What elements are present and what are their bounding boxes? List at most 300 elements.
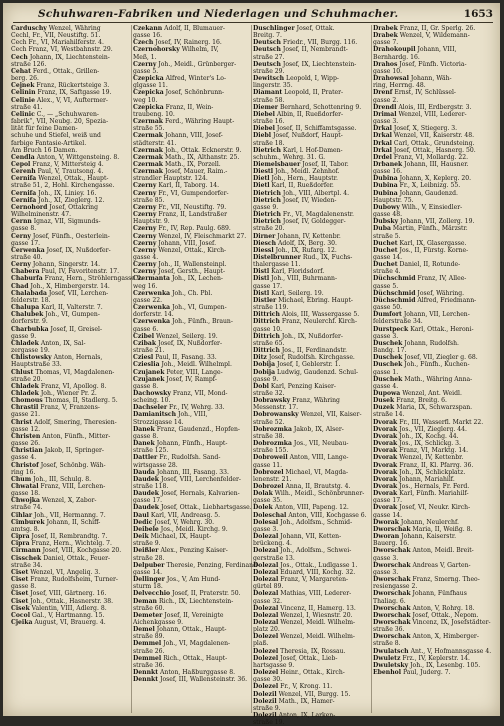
entry-details: Fr., VI, Gumpendorfer- xyxy=(158,189,229,197)
entry-details: gasse 48. xyxy=(373,211,403,219)
entry-surname: Dolezel xyxy=(253,683,279,691)
entry-details: gasse 50. xyxy=(373,304,403,312)
directory-entry-continuation xyxy=(11,211,131,218)
entry-surname: Dachowsky xyxy=(133,389,171,397)
directory-entry xyxy=(133,89,251,96)
entry-surname: Christen xyxy=(11,432,41,440)
entry-details: ring 16. xyxy=(11,468,36,476)
directory-entry xyxy=(253,454,371,461)
directory-entry-continuation xyxy=(11,454,131,461)
entry-details: gasse 3. xyxy=(373,332,399,340)
entry-details: Johann, Mariahilf. xyxy=(399,475,455,483)
entry-surname: Czernohorsky xyxy=(133,46,180,54)
entry-surname: Cziesl xyxy=(133,354,154,362)
directory-entry xyxy=(133,369,251,376)
entry-details: Johann, Wäh- xyxy=(410,75,452,83)
directory-entry xyxy=(373,462,495,469)
directory-entry xyxy=(373,132,495,139)
entry-surname: Dolezal xyxy=(253,576,279,584)
entry-details: Karl, l. Hof-Damen- xyxy=(282,146,343,154)
directory-entry xyxy=(373,326,495,333)
entry-details: Josef, II, Greisel- xyxy=(50,325,103,333)
directory-entry-continuation xyxy=(11,297,131,304)
directory-entry xyxy=(11,354,131,361)
header-rule xyxy=(13,22,493,23)
entry-details: Anton, Meidl. Breit- xyxy=(412,547,474,555)
entry-details: Anton, VIII, Papeng. 12. xyxy=(274,504,349,512)
entry-surname: Duchet xyxy=(373,246,398,254)
entry-surname: Dwuletz xyxy=(373,654,401,662)
entry-surname: Danek xyxy=(133,440,155,448)
entry-details: gerstraße 13. xyxy=(253,554,295,562)
directory-entry xyxy=(133,168,251,175)
entry-details: Joh., IX, Lechen- xyxy=(171,275,223,283)
entry-surname: Cejnek xyxy=(11,82,35,90)
directory-entry-continuation xyxy=(133,197,251,204)
entry-details: Anna, II, Brautstg. 4. xyxy=(285,483,351,490)
directory-entry xyxy=(11,576,131,583)
directory-entry-continuation xyxy=(253,118,371,125)
entry-surname: Daudek xyxy=(133,475,160,483)
entry-details: straße 41. xyxy=(11,103,43,111)
directory-entry xyxy=(11,462,131,469)
entry-details: Vincenz, II, Hamerg. 13. xyxy=(280,604,356,612)
entry-surname: Dietl xyxy=(253,175,270,183)
directory-entry-continuation xyxy=(11,118,131,125)
entry-details: Johann, VIII, Josef- xyxy=(164,132,223,140)
directory-entry-continuation xyxy=(11,490,131,497)
directory-entry-continuation xyxy=(373,555,495,562)
directory-entry xyxy=(133,46,251,53)
directory-entry-continuation xyxy=(253,204,371,211)
entry-details: Ferd., Ottak., Grillen- xyxy=(32,67,100,75)
entry-details: Wilhelminenstr. 47. xyxy=(11,211,72,219)
directory-entry xyxy=(133,104,251,111)
entry-details: Josef, VIII, Gärtnerg. 16. xyxy=(30,590,107,598)
entry-details: Franz, V, Mittersteig 4. xyxy=(32,160,104,168)
entry-details: straße 119. xyxy=(253,304,289,312)
directory-entry xyxy=(133,61,251,68)
entry-details: straße 5. xyxy=(373,232,401,240)
entry-details: straße 52. xyxy=(253,418,285,426)
entry-details: Johann, VIII, Josef. xyxy=(158,239,217,247)
entry-surname: Cerwenka xyxy=(11,246,45,254)
entry-details: gasse 35. xyxy=(253,497,283,505)
entry-details: Franz, II, Landstraßer xyxy=(158,211,228,219)
directory-entry-continuation xyxy=(11,411,131,418)
entry-details: gasse 17. xyxy=(253,282,283,290)
directory-entry-continuation xyxy=(133,462,251,469)
entry-surname: Dolezal xyxy=(253,547,279,555)
directory-entry xyxy=(11,497,131,504)
directory-entry xyxy=(253,268,371,275)
entry-surname: Czermak xyxy=(133,118,164,126)
directory-entry xyxy=(373,297,495,304)
entry-details: Karl, II, Taborg. 14. xyxy=(158,182,220,190)
entry-details: Jos., II, Fürstg. Korne- xyxy=(399,246,469,254)
directory-entry xyxy=(253,683,371,690)
entry-details: Joh., IX, Schlickplatz. xyxy=(399,468,466,476)
entry-surname: Czermak xyxy=(133,132,164,140)
entry-details: straße 125. xyxy=(133,447,169,455)
directory-entry xyxy=(253,469,371,476)
entry-details: Johann, Fünfhaus xyxy=(412,590,467,598)
entry-details: Jakob, IX, Alser- xyxy=(293,425,344,433)
entry-surname: Czerwenka xyxy=(133,304,171,312)
directory-entry-continuation xyxy=(133,605,251,612)
entry-surname: Czepicka xyxy=(133,103,164,111)
directory-entry-continuation xyxy=(373,318,495,325)
directory-entry xyxy=(11,290,131,297)
directory-entry xyxy=(373,404,495,411)
directory-entry xyxy=(373,476,495,483)
entry-details: Joh., Wiener Pr. 2. xyxy=(40,389,97,397)
directory-entry-continuation xyxy=(253,433,371,440)
directory-entry xyxy=(253,397,371,404)
entry-surname: Christian xyxy=(11,447,43,455)
directory-entry xyxy=(133,132,251,139)
directory-entry xyxy=(11,547,131,554)
entry-details: Math., IX, Althanstr. 25. xyxy=(164,153,240,161)
entry-details: Franz, V, Margareten- xyxy=(280,576,349,584)
entry-details: Josef, Ottak., Liebhartsgasse. xyxy=(160,504,252,512)
directory-entry xyxy=(253,211,371,218)
directory-entry xyxy=(253,691,371,698)
directory-entry xyxy=(373,25,495,32)
directory-entry-continuation xyxy=(11,140,131,147)
entry-details: straße 28. xyxy=(133,554,165,562)
entry-details: Bernhard, Schottenring 9. xyxy=(279,103,362,111)
directory-entry xyxy=(11,89,131,96)
entry-details: Wenzel, Seilerg. 19. xyxy=(156,332,218,340)
entry-details: weg 10. xyxy=(133,96,158,104)
entry-surname: Deutsch xyxy=(253,39,281,47)
entry-details: Bauerg. 16. xyxy=(373,540,410,548)
entry-details: Franz, Hern., Ströhlerngasse 9. xyxy=(44,275,143,283)
directory-entry-continuation xyxy=(133,54,251,61)
directory-entry-continuation xyxy=(253,476,371,483)
entry-details: Thaliag. 6. xyxy=(373,597,406,605)
directory-entry-continuation xyxy=(133,175,251,182)
directory-entry xyxy=(373,655,495,662)
entry-details: brückeng. 4. xyxy=(253,540,292,548)
entry-details: Josef, VII, Ziegler g. 68. xyxy=(404,354,478,362)
directory-entry xyxy=(373,311,495,318)
entry-surname: Dvorak xyxy=(373,440,398,448)
entry-surname: Ditz xyxy=(253,354,267,362)
entry-details: Josef, IV, Rainerg. 16. xyxy=(155,39,222,47)
entry-surname: Drendl xyxy=(373,103,397,111)
entry-surname: Drkal xyxy=(373,139,392,147)
directory-entry-continuation xyxy=(253,598,371,605)
directory-entry xyxy=(373,662,495,669)
entry-details: straße 27. xyxy=(253,53,285,61)
directory-entry xyxy=(11,598,131,605)
directory-entry xyxy=(11,419,131,426)
directory-entry-continuation xyxy=(11,426,131,433)
entry-details: straße 51, 2, Hohl. Kirchengasse. xyxy=(11,182,115,190)
entry-details: straße 126. xyxy=(11,60,47,68)
directory-entry xyxy=(373,397,495,404)
directory-entry-continuation xyxy=(373,68,495,75)
directory-entry xyxy=(11,82,131,89)
directory-entry xyxy=(11,218,131,225)
directory-entry xyxy=(11,555,131,562)
directory-entry-continuation xyxy=(373,626,495,633)
directory-entry xyxy=(133,204,251,211)
entry-surname: Dwuletsky xyxy=(373,661,409,669)
entry-details: Josef, II, Vereinigte xyxy=(164,611,224,619)
entry-details: Michael, IX, Haupt- xyxy=(150,533,212,541)
directory-entry-continuation xyxy=(373,347,495,354)
entry-surname: Dubsky xyxy=(373,218,399,226)
entry-details: Franz, II, Kl. Pfarrg. 36. xyxy=(399,461,474,469)
directory-entry-continuation xyxy=(133,648,251,655)
directory-entry xyxy=(373,218,495,225)
entry-surname: Cisschek xyxy=(11,554,42,562)
directory-entry-continuation xyxy=(133,497,251,504)
directory-entry xyxy=(133,240,251,247)
entry-details: Josef, II, Tabor. xyxy=(302,160,349,168)
directory-entry xyxy=(133,390,251,397)
entry-details: straße 32. xyxy=(253,389,285,397)
entry-surname: Dolezal xyxy=(253,533,279,541)
directory-entry xyxy=(253,297,371,304)
entry-surname: Dietrich xyxy=(253,211,281,219)
directory-entry-continuation xyxy=(253,583,371,590)
entry-surname: Duschek xyxy=(373,361,403,369)
directory-entry xyxy=(253,369,371,376)
entry-details: Leopold, II, Prater- xyxy=(284,89,344,97)
entry-surname: Dolezil xyxy=(253,712,277,719)
entry-details: Johann, Ottak., Haupt- xyxy=(156,626,227,634)
directory-entry xyxy=(253,254,371,261)
entry-details: Josef, IX, Nußdorfer- xyxy=(158,339,223,347)
entry-details: gasse 4. xyxy=(373,382,399,390)
entry-details: Wenzel, IV, Kettenbr. xyxy=(399,454,464,462)
directory-entry-continuation xyxy=(373,39,495,46)
entry-details: Johann, X, Keplerg. 20. xyxy=(399,175,472,183)
entry-details: Thomas, VI, Magdalenen- xyxy=(35,368,115,376)
entry-surname: Dobrozel xyxy=(253,468,284,476)
entry-details: Joh., Ottak. Ecknerstr. 9. xyxy=(164,146,242,154)
entry-surname: Dietl xyxy=(253,182,270,190)
directory-entry-continuation xyxy=(253,68,371,75)
directory-entry xyxy=(373,562,495,569)
entry-details: Bandg. 17. xyxy=(373,347,407,355)
entry-details: Peter, VIII, Lange- xyxy=(166,368,223,376)
entry-surname: Düchschmid xyxy=(373,289,416,297)
entry-details: Jos., Hernals, Fr. Ferd. xyxy=(399,483,470,490)
directory-entry xyxy=(133,469,251,476)
directory-columns xyxy=(11,25,495,726)
entry-surname: Dvorak xyxy=(373,490,398,498)
entry-surname: Dvorak xyxy=(373,504,398,512)
entry-details: straße 34. xyxy=(11,561,43,569)
directory-entry xyxy=(133,655,251,662)
entry-surname: Czermak xyxy=(133,168,164,176)
entry-surname: Deißler xyxy=(133,547,159,555)
directory-entry xyxy=(133,147,251,154)
directory-entry-continuation xyxy=(133,347,251,354)
directory-entry xyxy=(133,118,251,125)
entry-details: straße 8. xyxy=(373,640,401,648)
directory-entry xyxy=(133,333,251,340)
entry-details: Wenzel, Währing xyxy=(48,25,101,32)
directory-entry xyxy=(133,590,251,597)
directory-entry xyxy=(11,311,131,318)
directory-entry xyxy=(373,454,495,461)
directory-entry xyxy=(253,333,371,340)
entry-details: Friedr., VII, Burgg. 116. xyxy=(282,39,358,47)
directory-entry xyxy=(253,698,371,705)
entry-surname: Dennkt xyxy=(133,676,159,684)
directory-entry xyxy=(373,390,495,397)
entry-details: plaß. xyxy=(253,640,269,648)
entry-surname: Dworak xyxy=(373,518,399,526)
entry-surname: Czerny xyxy=(133,182,157,190)
entry-details: Paul, IV, Favoritenstr. 17. xyxy=(41,268,120,276)
directory-entry-continuation xyxy=(11,504,131,511)
entry-details: berg. 26. xyxy=(11,75,39,83)
entry-details: Karl, Fünfh. Mariahilf- xyxy=(399,490,469,498)
directory-entry xyxy=(11,369,131,376)
directory-entry xyxy=(373,605,495,612)
directory-entry xyxy=(253,311,371,318)
entry-surname: Dittrich xyxy=(253,318,280,326)
entry-surname: Czermak xyxy=(133,160,164,168)
directory-entry-continuation xyxy=(253,676,371,683)
entry-details: glgasse 11. xyxy=(133,82,168,90)
entry-details: Franz, Breitg. 6. xyxy=(396,397,447,405)
entry-details: Theresie, Penzing, Ferdinand- xyxy=(166,561,260,569)
directory-entry xyxy=(11,340,131,347)
entry-surname: Dubina xyxy=(373,182,398,190)
entry-surname: Chalupa xyxy=(11,304,40,312)
entry-surname: Dworschak xyxy=(373,633,411,641)
entry-details: lenenstr. 21. xyxy=(253,475,292,483)
directory-entry-continuation xyxy=(11,318,131,325)
directory-entry xyxy=(11,197,131,204)
entry-details: gasse 9. xyxy=(11,332,37,340)
directory-entry-continuation xyxy=(253,626,371,633)
entry-surname: Duschlinger xyxy=(253,25,295,32)
entry-surname: Dolezel xyxy=(253,669,279,677)
entry-details: Wilh., V, Einsiedler- xyxy=(401,203,463,211)
entry-details: Josef, Ottak., Lieb- xyxy=(280,654,338,662)
directory-entry xyxy=(253,347,371,354)
entry-details: Wenzel, VII, Kaiserstr. 48. xyxy=(393,132,475,140)
entry-surname: Dworschak xyxy=(373,590,411,598)
directory-entry-continuation xyxy=(133,569,251,576)
entry-details: Franz, IV, Allee- xyxy=(417,275,467,283)
directory-entry xyxy=(373,669,495,676)
directory-entry-continuation xyxy=(133,125,251,132)
entry-surname: Ciset xyxy=(11,576,29,584)
entry-details: Johann, Gaudenzd. xyxy=(399,189,458,197)
entry-details: Wenzel, VIII, Lederer- xyxy=(398,110,467,118)
entry-details: Maria, IX, Schwarzspan. xyxy=(396,404,473,412)
entry-details: Josef, Ottak., Nepom. xyxy=(412,611,479,619)
entry-surname: Dvorak xyxy=(373,425,398,433)
directory-entry-continuation xyxy=(253,283,371,290)
entry-details: Joh., IX, Kochg. 44. xyxy=(399,432,459,440)
directory-entry xyxy=(133,519,251,526)
entry-details: Hauptstr. 75. xyxy=(373,196,414,204)
directory-entry-continuation xyxy=(11,562,131,569)
entry-surname: Czujanek xyxy=(133,375,165,383)
entry-details: Josef, Ottak., Hasnerg. 50. xyxy=(393,146,476,154)
entry-details: Josef, X, Stiegerg. 3. xyxy=(393,125,458,133)
directory-entry xyxy=(11,168,131,175)
entry-surname: Dobija xyxy=(253,368,276,376)
directory-entry-continuation xyxy=(253,326,371,333)
directory-entry-continuation xyxy=(253,140,371,147)
directory-entry-continuation xyxy=(373,211,495,218)
entry-details: Karl, II, Valterstr. 7. xyxy=(41,304,103,312)
directory-entry xyxy=(11,161,131,168)
entry-details: Anton, IX, Sal- xyxy=(40,339,86,347)
entry-details: Adolf, IX, Berg. 30. xyxy=(278,239,337,247)
entry-details: Fr., X, Leibnizg. 55. xyxy=(399,182,461,190)
directory-entry xyxy=(11,447,131,454)
entry-details: gasse 14. xyxy=(373,511,403,519)
entry-details: wirtsgasse 28. xyxy=(133,461,178,469)
directory-entry xyxy=(11,519,131,526)
directory-entry xyxy=(373,619,495,626)
directory-entry xyxy=(373,46,495,53)
entry-surname: Drahos xyxy=(373,60,398,68)
directory-entry-continuation xyxy=(11,46,131,53)
entry-details: Franz, Währing xyxy=(292,397,340,405)
entry-surname: Drkal xyxy=(373,125,392,133)
directory-entry xyxy=(253,712,371,719)
entry-details: Rud., IX, Fuchs- xyxy=(302,254,353,261)
entry-details: Joh., Fünfh., Braun- xyxy=(172,318,233,326)
entry-details: Joh., Fünfh., Kuchen- xyxy=(404,361,470,369)
directory-entry xyxy=(373,154,495,161)
directory-entry xyxy=(11,512,131,519)
entry-details: Aichenkgasse 9. xyxy=(133,618,184,626)
entry-details: straße 118. xyxy=(133,483,169,490)
directory-entry xyxy=(253,648,371,655)
directory-entry xyxy=(253,576,371,583)
directory-entry xyxy=(11,275,143,283)
entry-surname: Czekann xyxy=(133,25,163,32)
entry-surname: Duchet xyxy=(373,239,398,247)
entry-details: Wenzel, Ottak., Kirch- xyxy=(158,246,227,254)
entry-details: Andreas V, Garten- xyxy=(412,561,471,569)
directory-entry xyxy=(373,111,495,118)
directory-entry xyxy=(253,240,371,247)
entry-surname: Dobl xyxy=(253,382,269,390)
directory-entry xyxy=(253,233,371,240)
entry-details: straße 21. xyxy=(133,347,165,355)
entry-details: Johann, IV, Kettenbr. xyxy=(277,232,341,240)
entry-details: Hauptstr. 9. xyxy=(133,218,170,226)
entry-details: Carl, Ottak., Grundsteing. xyxy=(393,139,475,147)
directory-entry xyxy=(373,376,495,383)
directory-entry-continuation xyxy=(373,268,495,275)
directory-entry xyxy=(133,211,251,218)
directory-entry-continuation xyxy=(253,82,371,89)
entry-surname: Dennkt xyxy=(133,669,159,677)
entry-surname: Drabek xyxy=(373,25,398,32)
entry-surname: Diesch xyxy=(253,239,277,247)
directory-entry xyxy=(373,447,495,454)
directory-entry xyxy=(253,89,371,96)
entry-surname: Dobrozmka xyxy=(253,425,292,433)
